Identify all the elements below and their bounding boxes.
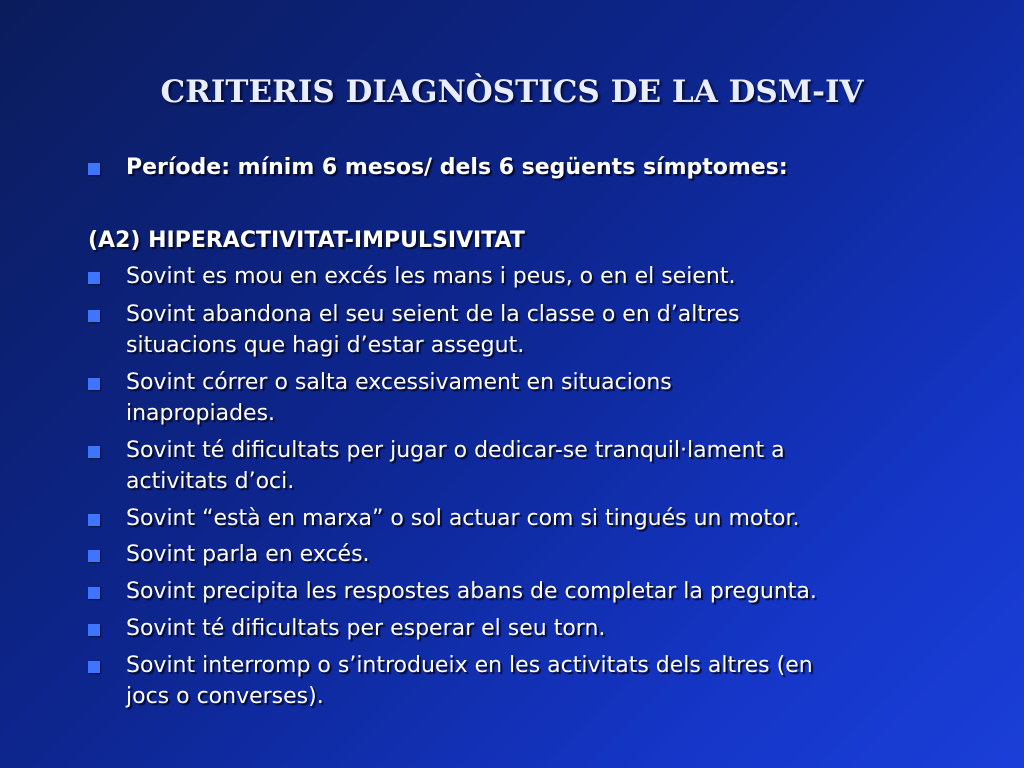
list-item-text: Sovint “està en marxa” o sol actuar com si tingués un motor. bbox=[126, 506, 800, 531]
square-bullet-icon bbox=[88, 446, 100, 458]
section-heading: (A2) HIPERACTIVITAT-IMPULSIVITAT bbox=[88, 228, 525, 253]
square-bullet-icon bbox=[88, 310, 100, 322]
list-item-text: Sovint es mou en excés les mans i peus, o en el seient. bbox=[126, 264, 736, 289]
list-item-text: Sovint abandona el seu seient de la classe o en d’altres situacions que hagi d’estar assegut. bbox=[126, 302, 740, 358]
square-bullet-icon bbox=[88, 163, 100, 175]
square-bullet-icon bbox=[88, 272, 100, 284]
period-bullet-text: Període: mínim 6 mesos/ dels 6 següents símptomes: bbox=[126, 155, 788, 180]
list-item-text: Sovint córrer o salta excessivament en situacions inapropiades. bbox=[126, 370, 672, 426]
list-item-text: Sovint precipita les respostes abans de completar la pregunta. bbox=[126, 579, 817, 604]
list-item-text: Sovint té dificultats per esperar el seu torn. bbox=[126, 616, 606, 641]
slide-title: CRITERIS DIAGNÒSTICS DE LA DSM-IV bbox=[160, 74, 864, 110]
list-item-text: Sovint té dificultats per jugar o dedicar-se tranquil·lament a activitats d’oci. bbox=[126, 438, 785, 494]
square-bullet-icon bbox=[88, 587, 100, 599]
square-bullet-icon bbox=[88, 514, 100, 526]
square-bullet-icon bbox=[88, 624, 100, 636]
square-bullet-icon bbox=[88, 661, 100, 673]
list-item-text: Sovint interromp o s’introdueix en les activitats dels altres (en jocs o converses). bbox=[126, 653, 813, 709]
list-item-text: Sovint parla en excés. bbox=[126, 542, 370, 567]
square-bullet-icon bbox=[88, 378, 100, 390]
square-bullet-icon bbox=[88, 550, 100, 562]
